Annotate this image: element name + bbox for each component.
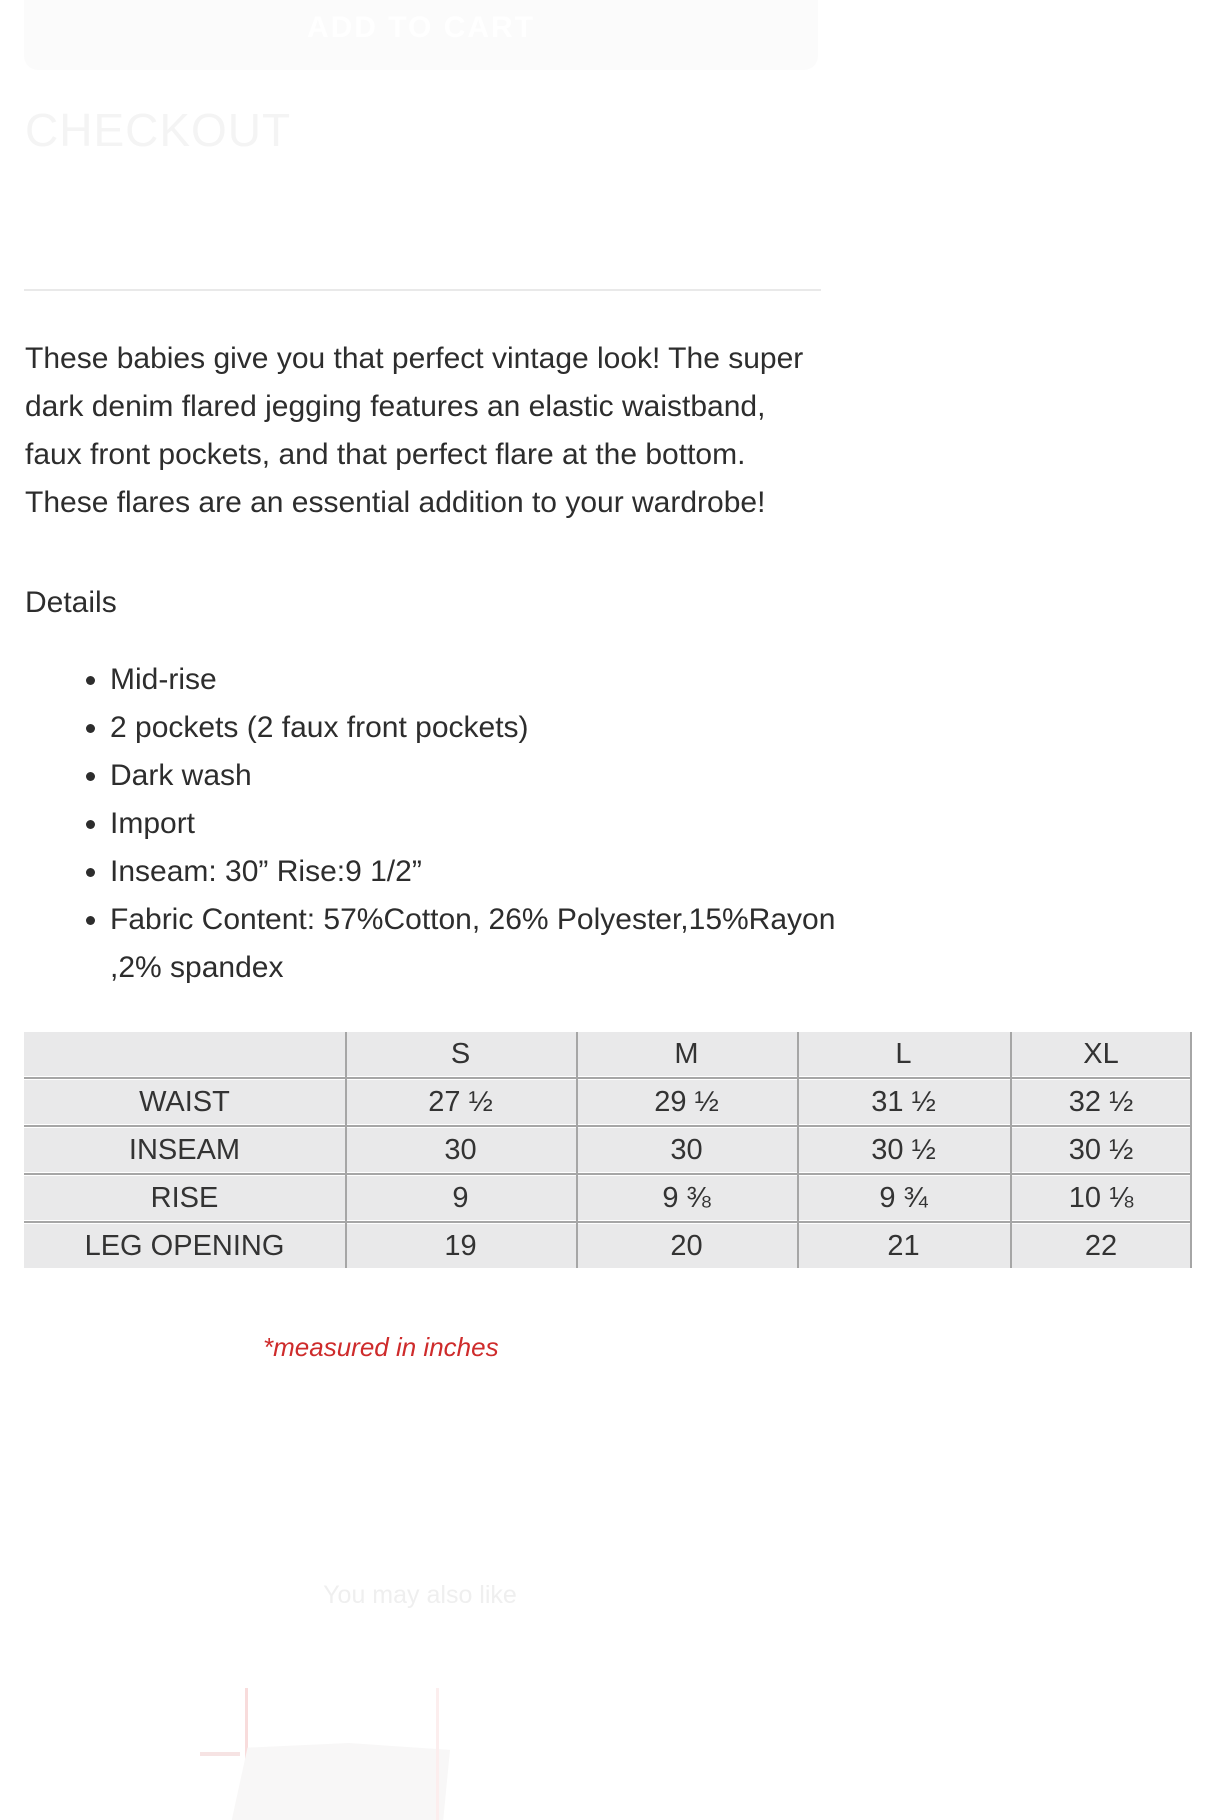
- size-cell: 29 ½: [576, 1080, 797, 1124]
- product-image-ghost: [436, 1688, 439, 1820]
- checkout-button[interactable]: CHECKOUT: [25, 104, 292, 156]
- detail-item: • Mid-rise: [110, 656, 870, 704]
- size-col-header: S: [345, 1032, 576, 1076]
- column-line: [1010, 1032, 1012, 1268]
- size-cell: 30 ½: [1010, 1128, 1192, 1172]
- size-cell: 20: [576, 1224, 797, 1268]
- column-line: [345, 1032, 347, 1268]
- size-cell: 22: [1010, 1224, 1192, 1268]
- size-cell: 32 ½: [1010, 1080, 1192, 1124]
- size-chart-header-row: [24, 1032, 1192, 1076]
- measurement-note: *measured in inches: [263, 1332, 499, 1362]
- size-cell: 9 ¾: [797, 1176, 1010, 1220]
- size-chart-table: [24, 1032, 1192, 1268]
- size-cell: 30: [576, 1128, 797, 1172]
- separator-line: [24, 1125, 1192, 1127]
- product-image-ghost: [225, 1743, 450, 1820]
- separator-line: [24, 1077, 1192, 1079]
- size-col-header: M: [576, 1032, 797, 1076]
- details-heading: Details: [25, 586, 117, 619]
- row-separator: [24, 1076, 1192, 1080]
- size-cell: 31 ½: [797, 1080, 1010, 1124]
- column-line: [797, 1032, 799, 1268]
- size-col-header: L: [797, 1032, 1010, 1076]
- separator-line: [24, 1173, 1192, 1175]
- size-row-label: INSEAM: [24, 1128, 345, 1172]
- size-cell: 30: [345, 1128, 576, 1172]
- row-separator: [24, 1220, 1192, 1224]
- product-image-ghost: [200, 1752, 240, 1756]
- column-line: [576, 1032, 578, 1268]
- size-cell: 9: [345, 1176, 576, 1220]
- add-to-cart-button[interactable]: [24, 0, 818, 70]
- size-row-label: RISE: [24, 1176, 345, 1220]
- size-row-label: WAIST: [24, 1080, 345, 1124]
- detail-item: • Inseam: 30” Rise:9 1/2”: [110, 848, 870, 896]
- row-separator: [24, 1124, 1192, 1128]
- size-row-label: LEG OPENING: [24, 1224, 345, 1268]
- section-divider: [24, 289, 821, 291]
- detail-item: • Dark wash: [110, 752, 870, 800]
- table-row: [24, 1080, 1192, 1124]
- column-line: [1190, 1032, 1192, 1268]
- size-col-header: XL: [1010, 1032, 1192, 1076]
- size-cell: 21: [797, 1224, 1010, 1268]
- size-cell: 27 ½: [345, 1080, 576, 1124]
- size-cell: 9 ⅜: [576, 1176, 797, 1220]
- size-cell: 19: [345, 1224, 576, 1268]
- recommended-product-card[interactable]: [200, 1688, 455, 1820]
- table-row: [24, 1128, 1192, 1172]
- product-description: These babies give you that perfect vintage look! The super dark denim flared jegging features an elastic waistband, faux front pockets, and that perfect flare at the bottom. These flares are an essential addition to your wardrobe!: [25, 342, 804, 519]
- detail-item: • Import: [110, 800, 870, 848]
- row-separator: [24, 1172, 1192, 1176]
- add-to-cart-label: ADD TO CART: [306, 11, 536, 44]
- size-cell: 10 ⅛: [1010, 1176, 1192, 1220]
- separator-line: [24, 1221, 1192, 1223]
- recommendations-heading: You may also like: [323, 1581, 517, 1609]
- detail-item: • 2 pockets (2 faux front pockets): [110, 704, 870, 752]
- size-col-header: [24, 1032, 345, 1076]
- table-row: [24, 1224, 1192, 1268]
- size-cell: 30 ½: [797, 1128, 1010, 1172]
- details-list: [25, 656, 870, 992]
- table-row: [24, 1176, 1192, 1220]
- detail-item: • Fabric Content: 57%Cotton, 26% Polyester,15%Rayon ,2% spandex: [110, 896, 870, 992]
